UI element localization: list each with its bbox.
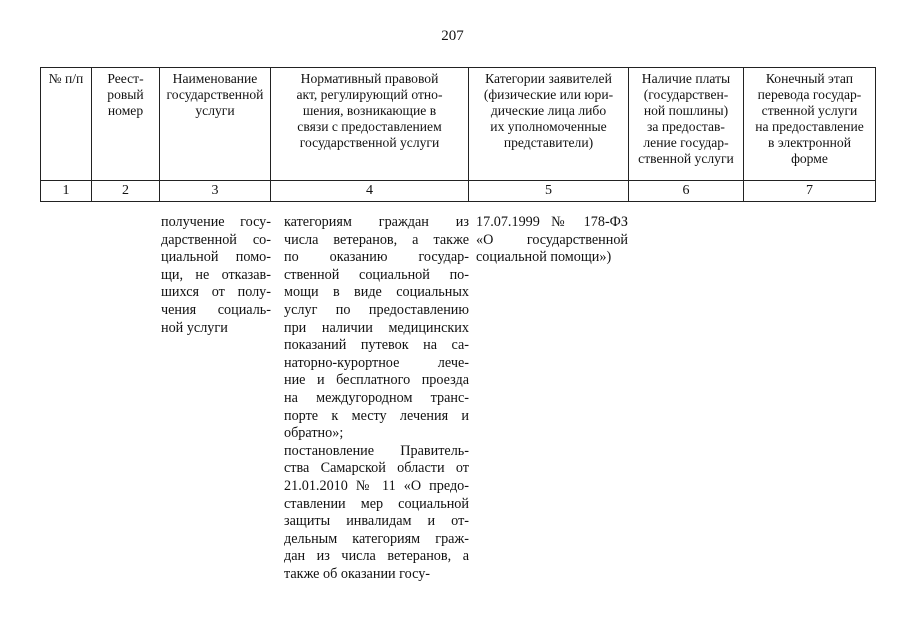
- column-number: 6: [629, 181, 744, 202]
- text-line: услуг по предоставлению: [284, 301, 469, 318]
- column-number: 5: [469, 181, 629, 202]
- services-table-header: [40, 67, 876, 202]
- text-line: 17.07.1999 № 178-ФЗ: [476, 214, 628, 230]
- text-line: ние и бесплатного проезда: [284, 372, 469, 389]
- column-number: 1: [41, 181, 92, 202]
- text-line: ставлении мер социальной: [284, 495, 469, 512]
- column-number: 7: [744, 181, 876, 202]
- text-line: наторно-курортное лече-: [284, 354, 469, 371]
- header-cell-number: № п/п: [41, 68, 92, 181]
- text-line: также об оказании госу-: [284, 565, 431, 582]
- text-line: по оказанию государ-: [284, 249, 469, 266]
- text-line: шихся от полу-: [161, 284, 271, 301]
- header-row: [41, 68, 876, 181]
- column-number: 3: [160, 181, 271, 202]
- text-line: 21.01.2010 № 11 «О предо-: [284, 477, 469, 494]
- column-number: 4: [271, 181, 469, 202]
- text-line: чения социаль-: [161, 301, 271, 318]
- header-cell-service-name: Наименование государственной услуги: [160, 68, 271, 181]
- page-number: 207: [441, 28, 464, 44]
- text-line: обратно»;: [284, 425, 344, 442]
- text-line: на междугородном транс-: [284, 389, 469, 406]
- applicant-categories-text: [476, 214, 628, 267]
- text-line: социальной помощи»): [476, 249, 612, 266]
- text-line: показаний путевок на са-: [284, 337, 469, 354]
- header-cell-final-stage: Конечный этап перевода государ- ственной услуги на предоставление в электронной форме: [744, 68, 876, 181]
- text-line: защиты инвалидам и от-: [284, 513, 469, 530]
- text-line: ства Самарской области от: [284, 460, 469, 477]
- service-name-text: [161, 214, 271, 337]
- legal-act-text: [284, 214, 469, 583]
- text-line: дарственной со-: [161, 231, 271, 248]
- column-number-row: [41, 181, 876, 202]
- text-line: мощи в виде социальных: [284, 284, 469, 301]
- text-line: дан из числа ветеранов, а: [284, 548, 469, 565]
- text-line: порте к месту лечения и: [284, 407, 469, 424]
- header-cell-fee: Наличие платы (государствен- ной пошлины) за предостав- ление государ- ственной услуги: [629, 68, 744, 181]
- text-line: категориям граждан из: [284, 214, 469, 230]
- text-line: ной услуги: [161, 319, 228, 336]
- text-line: постановление Правитель-: [284, 442, 469, 459]
- header-cell-applicant-categories: Категории заявителей (физические или юри- дические лица либо их уполномоченные представители): [469, 68, 629, 181]
- text-line: ственной социальной по-: [284, 266, 469, 283]
- text-line: получение госу-: [161, 214, 271, 230]
- text-line: «О государственной: [476, 231, 628, 248]
- text-line: при наличии медицинских: [284, 319, 469, 336]
- column-number: 2: [92, 181, 160, 202]
- text-line: щи, не отказав-: [161, 266, 271, 283]
- text-line: циальной помо-: [161, 249, 271, 266]
- header-cell-legal-act: Нормативный правовой акт, регулирующий отно- шения, возникающие в связи с предоставлением государственной услуги: [271, 68, 469, 181]
- header-cell-registry-number: Реест- ровый номер: [92, 68, 160, 181]
- text-line: числа ветеранов, а также: [284, 231, 469, 248]
- text-line: дельным категориям граж-: [284, 530, 469, 547]
